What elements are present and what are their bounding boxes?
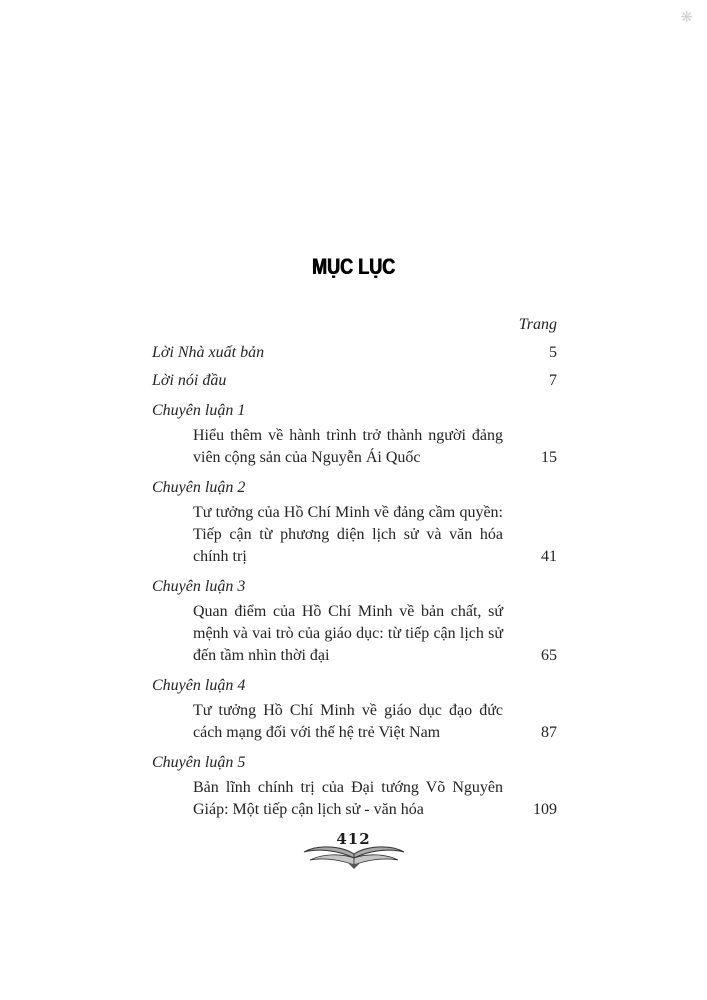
- chapter-title: Quan điểm của Hồ Chí Minh về bản chất, sứ mệnh và vai trò của giáo dục: từ tiếp cận lịch sử đến tầm nhìn thời đại: [193, 603, 503, 664]
- page-column-header: Trang: [518, 316, 557, 333]
- toc-chapter-entry: [152, 752, 557, 821]
- chapter-label: Chuyên luận 1: [152, 402, 246, 419]
- toc-page-number: 5: [549, 344, 557, 361]
- toc-page-number: 15: [541, 449, 557, 466]
- open-book-icon: [302, 842, 406, 872]
- toc-front-row: [152, 342, 557, 364]
- chapter-title: Bản lĩnh chính trị của Đại tướng Võ Nguyên Giáp: Một tiếp cận lịch sử - văn hóa: [193, 779, 503, 818]
- toc-chapter-entry: [152, 576, 557, 667]
- chapter-label: Chuyên luận 2: [152, 479, 246, 496]
- toc-page-number: 65: [541, 647, 557, 664]
- toc-page-number: 87: [541, 724, 557, 741]
- toc-page-number: 109: [533, 801, 557, 818]
- toc-page-number: 41: [541, 548, 557, 565]
- table-of-contents: [152, 314, 557, 821]
- toc-chapter-entry: [152, 477, 557, 568]
- toc-front-row: [152, 370, 557, 392]
- chapter-label: Chuyên luận 5: [152, 754, 246, 771]
- toc-front-label: Lời Nhà xuất bản: [152, 344, 265, 361]
- page-title-text: MỤC LỤC: [311, 254, 396, 279]
- chapter-title: Tư tưởng của Hồ Chí Minh về đảng cầm quyền: Tiếp cận từ phương diện lịch sử và văn hóa chính trị: [193, 504, 503, 565]
- chapter-label: Chuyên luận 3: [152, 578, 246, 595]
- page-footer: [294, 832, 414, 878]
- flower-ornament-icon: ❋: [680, 8, 693, 26]
- toc-page-number: 7: [549, 372, 557, 389]
- toc-chapter-entry: [152, 675, 557, 744]
- chapter-title: Tư tưởng Hồ Chí Minh về giáo dục đạo đức cách mạng đối với thế hệ trẻ Việt Nam: [193, 702, 503, 741]
- toc-front-label: Lời nói đầu: [152, 372, 227, 389]
- page-title: [0, 254, 707, 280]
- chapter-label: Chuyên luận 4: [152, 677, 246, 694]
- chapter-title: Hiểu thêm về hành trình trở thành người đảng viên cộng sản của Nguyễn Ái Quốc: [193, 427, 503, 466]
- toc-chapter-entry: [152, 400, 557, 469]
- footer-page-number: 412: [336, 830, 371, 848]
